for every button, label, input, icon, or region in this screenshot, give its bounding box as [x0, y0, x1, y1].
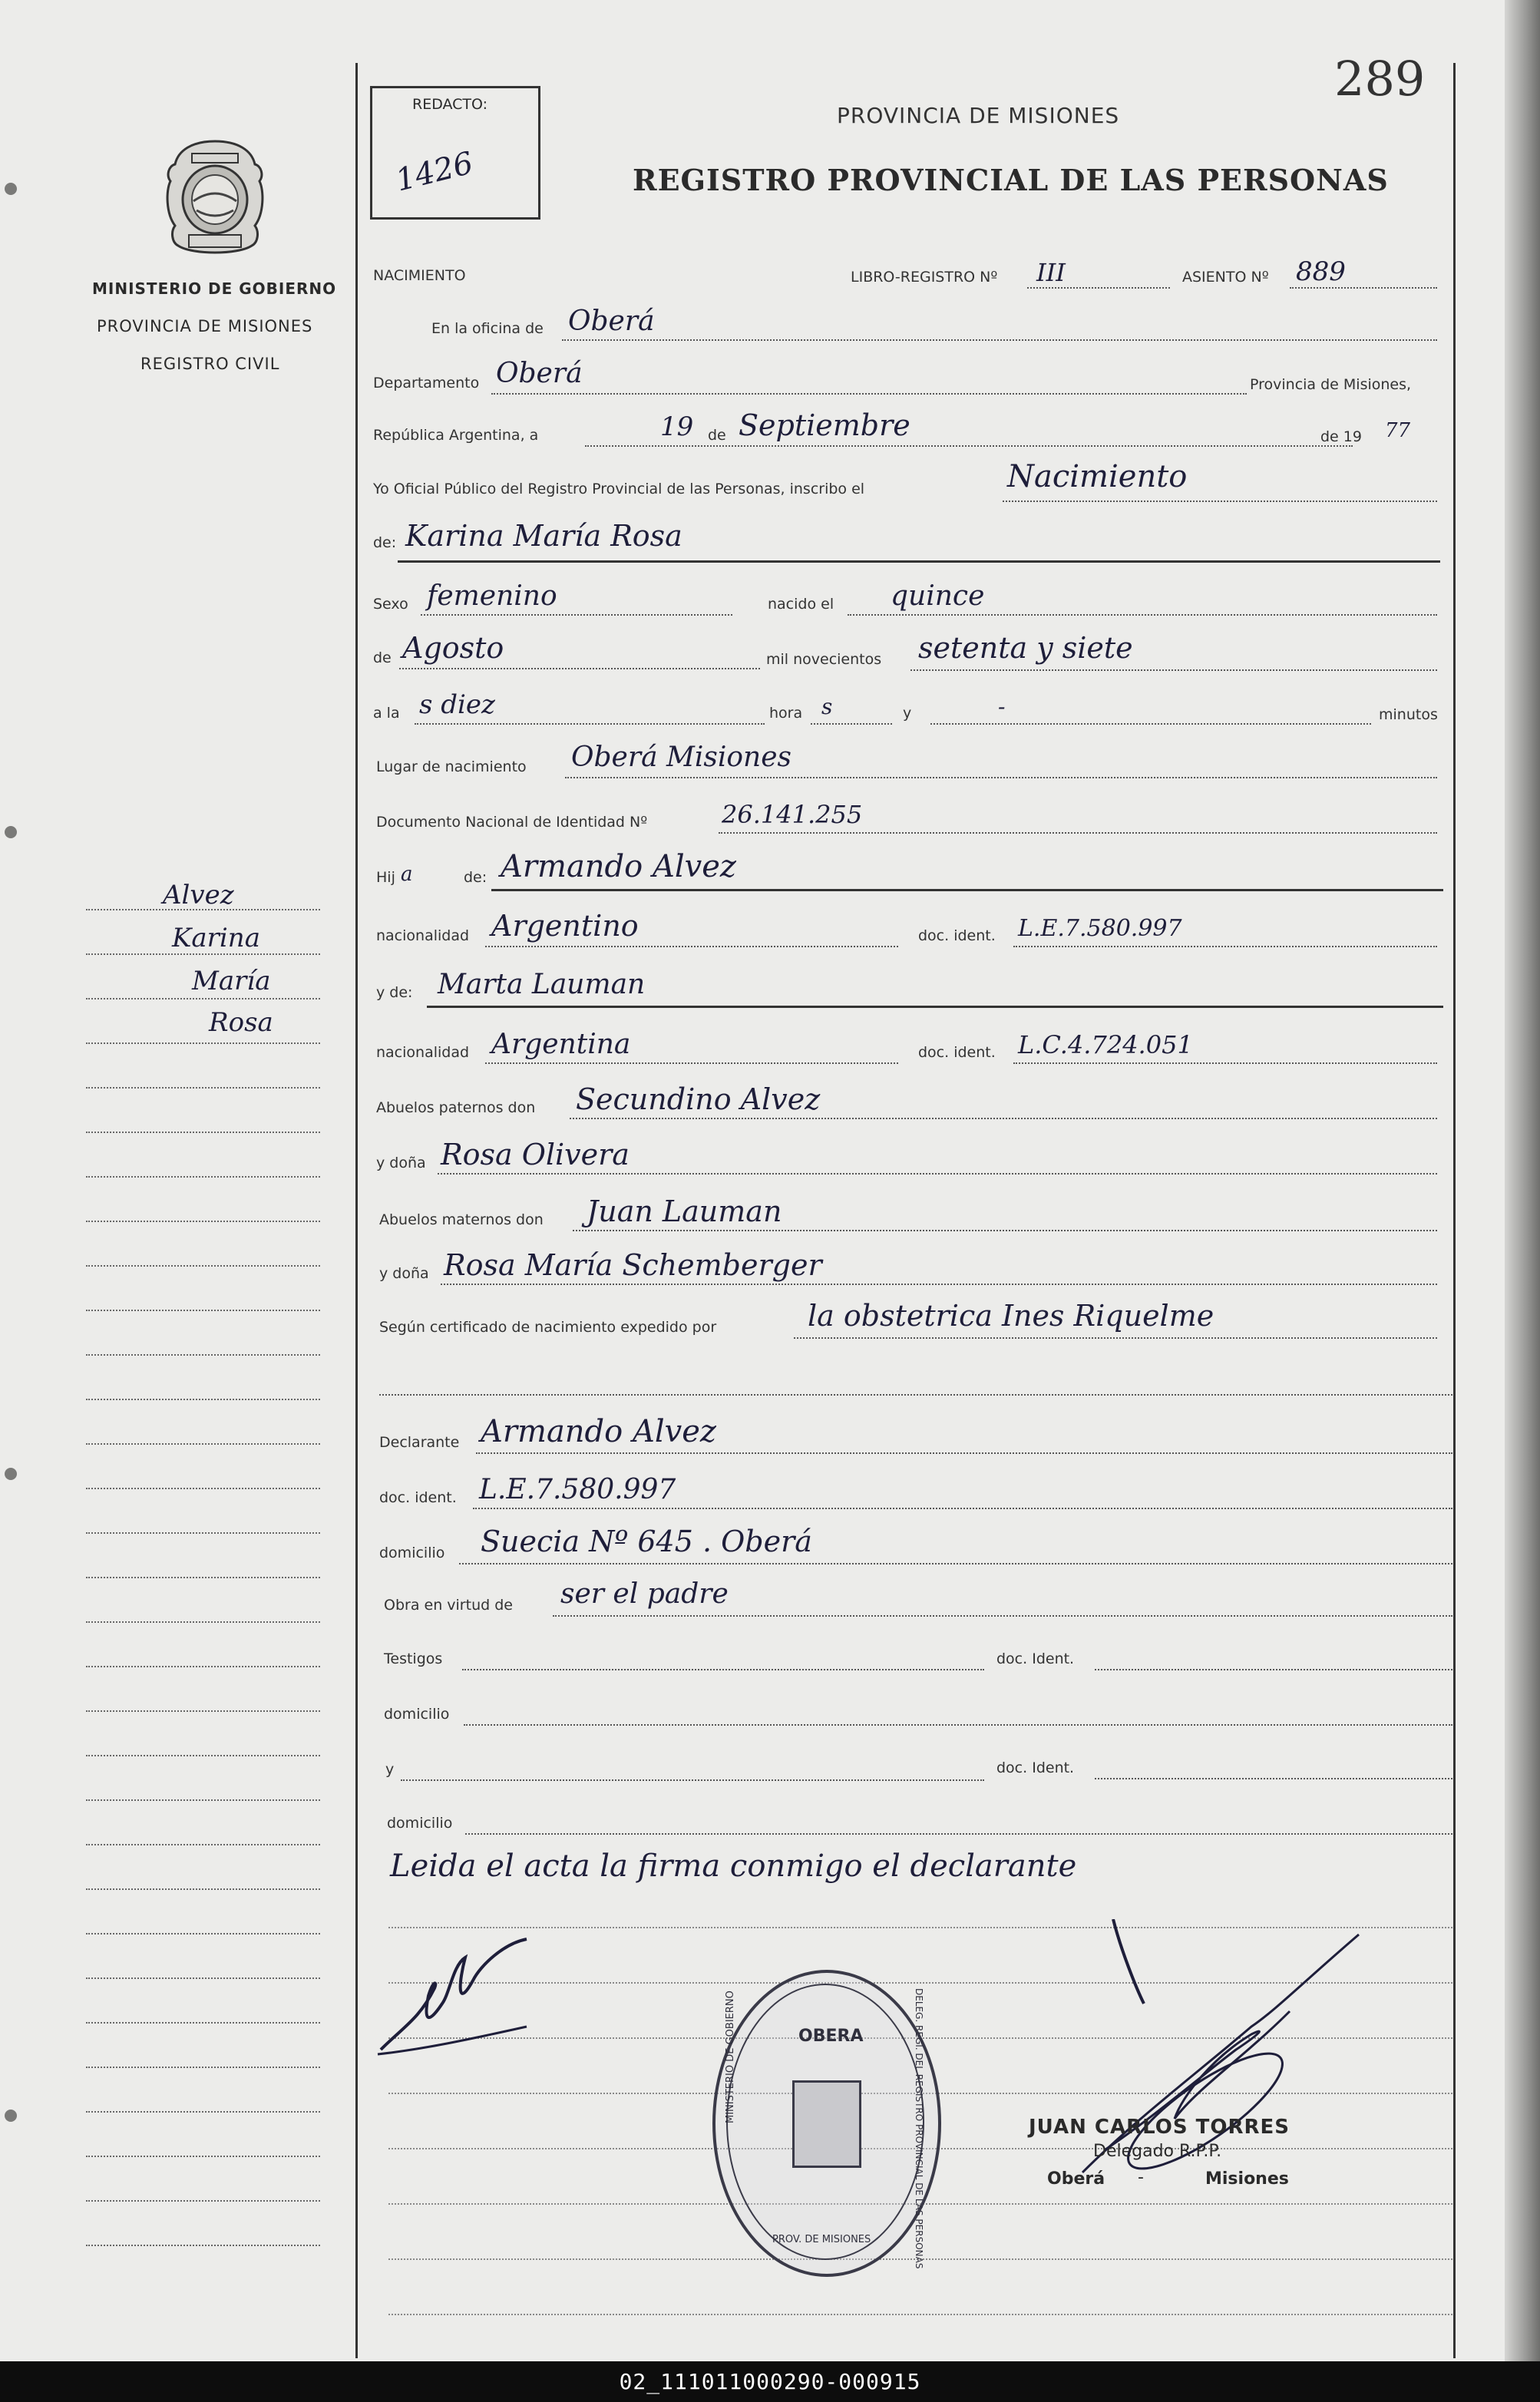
- margin-note-name3: Rosa: [209, 1007, 273, 1038]
- header-registry: REGISTRO PROVINCIAL DE LAS PERSONAS: [633, 163, 1389, 197]
- nac-padre-value: Argentino: [491, 909, 639, 943]
- margin-note-name2: María: [192, 966, 271, 996]
- oficina-value: Oberá: [568, 306, 655, 337]
- padre-value: Armando Alvez: [501, 849, 736, 884]
- margin-ruled-line: [86, 1310, 320, 1311]
- dni-label: Documento Nacional de Identidad Nº: [376, 814, 648, 831]
- nacido-value: quince: [891, 580, 985, 612]
- domicilio-line: [459, 1563, 1452, 1564]
- signatory-title: Delegado R.P.P.: [1093, 2142, 1222, 2161]
- declarante-doc-line: [473, 1508, 1452, 1509]
- doc-padre-label: doc. ident.: [918, 927, 996, 944]
- declarante-label: Declarante: [379, 1434, 460, 1451]
- asiento-line: [1290, 287, 1437, 289]
- domicilio3-line: [465, 1833, 1452, 1835]
- anio-label: de 19: [1320, 428, 1362, 445]
- minutos-label: minutos: [1379, 706, 1438, 723]
- dni-line: [719, 832, 1437, 834]
- sexo-label: Sexo: [373, 596, 408, 613]
- seal-outer-text: DELEG. REGI. DEL REGISTRO PROVINCIAL DE LAS PERSONAS: [914, 1988, 924, 2269]
- mes-nac-value: Agosto: [402, 631, 504, 665]
- margin-ruled-line: [86, 1488, 320, 1489]
- ministry-province: PROVINCIA DE MISIONES: [97, 317, 313, 335]
- abuelo-pat-line: [570, 1118, 1437, 1119]
- ydona-mat-label: y doña: [379, 1265, 429, 1282]
- libro-line: [1027, 287, 1170, 289]
- redacto-value: 1426: [392, 145, 477, 199]
- margin-ruled-line: [86, 1710, 320, 1712]
- padre-de-label: de:: [464, 869, 487, 886]
- nac-madre-label: nacionalidad: [376, 1044, 470, 1061]
- abuela-pat-line: [438, 1173, 1437, 1175]
- domicilio2-label: domicilio: [384, 1706, 450, 1723]
- certificado-label: Según certificado de nacimiento expedido por: [379, 1319, 717, 1336]
- page-edge: [1505, 0, 1540, 2361]
- madre-value: Marta Lauman: [438, 969, 646, 1000]
- declarante-doc-value: L.E.7.580.997: [479, 1474, 676, 1505]
- fecha-line: [585, 445, 1353, 447]
- margin-ruled-line: [86, 1443, 320, 1445]
- binding-hole: [5, 1468, 17, 1480]
- oficial-label: Yo Oficial Público del Registro Provincial de las Personas, inscribo el: [373, 481, 865, 497]
- lugar-value: Oberá Misiones: [571, 742, 791, 773]
- nombre-value: Karina María Rosa: [405, 519, 682, 553]
- hijo-suffix: a: [401, 863, 413, 886]
- obra-line: [553, 1615, 1452, 1617]
- seal-ministry-text: MINISTERIO DE GOBIERNO: [725, 1991, 736, 2123]
- ala-label: a la: [373, 705, 400, 722]
- nacido-line: [848, 614, 1437, 616]
- margin-note-name1: Karina: [172, 923, 260, 953]
- madre-de-label: y de:: [376, 984, 413, 1001]
- official-seal: [712, 1970, 941, 2277]
- testigos-doc-line: [1095, 1669, 1452, 1670]
- margin-ruled-line: [86, 1132, 320, 1133]
- y-value: -: [998, 694, 1006, 719]
- doc-padre-line: [1013, 946, 1437, 947]
- margin-ruled-line: [86, 2067, 320, 2068]
- hora-label: hora: [769, 705, 803, 722]
- mes-value: Septiembre: [739, 408, 910, 442]
- signatory-city: Oberá: [1047, 2169, 1105, 2189]
- y2-label: y: [385, 1761, 395, 1778]
- margin-ruled-line: [86, 2156, 320, 2157]
- nac-madre-line: [485, 1062, 898, 1064]
- signature-ruled-line: [388, 2314, 1452, 2315]
- signatory-name: JUAN CARLOS TORRES: [1029, 2116, 1290, 2139]
- oficial-value: Nacimiento: [1007, 459, 1188, 494]
- y2-line: [401, 1779, 984, 1781]
- madre-line: [427, 1006, 1443, 1008]
- oficina-label: En la oficina de: [431, 320, 544, 337]
- seal-emblem-icon: [792, 2080, 861, 2168]
- obra-label: Obra en virtud de: [384, 1597, 513, 1614]
- doc-madre-line: [1013, 1062, 1437, 1064]
- de-mes-label: de: [373, 649, 392, 666]
- margin-ruled-line: [86, 998, 320, 999]
- margin-ruled-line: [86, 1888, 320, 1890]
- asiento-label: ASIENTO Nº: [1182, 269, 1269, 286]
- y2-doc-line: [1095, 1778, 1452, 1779]
- abuela-mat-value: Rosa María Schemberger: [444, 1248, 822, 1282]
- margin-ruled-line: [86, 1666, 320, 1667]
- mil-label: mil novecientos: [766, 651, 882, 668]
- seal-bottom-text: PROV. DE MISIONES: [772, 2234, 871, 2245]
- de-label: de: [708, 427, 726, 444]
- dia-value: 19: [660, 411, 694, 442]
- mil-value: setenta y siete: [918, 631, 1133, 665]
- obra-value: ser el padre: [560, 1578, 729, 1610]
- departamento-label: Departamento: [373, 375, 480, 392]
- abuelo-pat-value: Secundino Alvez: [576, 1082, 821, 1116]
- redacto-label: REDACTO:: [412, 96, 488, 113]
- nac-padre-line: [485, 946, 898, 947]
- mil-line: [910, 669, 1437, 671]
- binding-hole: [5, 826, 17, 838]
- domicilio2-line: [464, 1724, 1452, 1726]
- anio-value: 77: [1385, 419, 1411, 442]
- oficial-line: [1003, 501, 1437, 502]
- oficina-line: [562, 339, 1437, 341]
- margin-ruled-line: [86, 1354, 320, 1356]
- hora-value: s: [821, 694, 833, 719]
- nacido-label: nacido el: [768, 596, 834, 613]
- margin-ruled-line: [86, 1399, 320, 1400]
- y2-doc-label: doc. Ident.: [996, 1759, 1075, 1776]
- margin-ruled-line: [86, 2111, 320, 2113]
- margin-note-surname: Alvez: [163, 880, 234, 910]
- margin-ruled-line: [86, 1087, 320, 1089]
- abuelo-mat-value: Juan Lauman: [587, 1194, 782, 1228]
- image-caption: [0, 2361, 1540, 2402]
- redacto-box: [370, 86, 540, 220]
- margin-ruled-line: [86, 2245, 320, 2246]
- republica-label: República Argentina, a: [373, 427, 539, 444]
- seal-city: OBERA: [798, 2027, 864, 2046]
- testigos-line: [462, 1669, 984, 1670]
- ministry-title: MINISTERIO DE GOBIERNO: [92, 279, 337, 298]
- domicilio-label: domicilio: [379, 1545, 445, 1561]
- margin-ruled-line: [86, 1977, 320, 1979]
- ala-line: [415, 723, 765, 725]
- margin-ruled-line: [86, 2200, 320, 2202]
- hora-line: [811, 723, 892, 725]
- certificado-value: la obstetrica Ines Riquelme: [808, 1299, 1214, 1333]
- margin-ruled-line: [86, 1176, 320, 1178]
- abuela-mat-line: [441, 1284, 1437, 1285]
- header-province: PROVINCIA DE MISIONES: [837, 103, 1120, 128]
- margin-ruled-line: [86, 1577, 320, 1578]
- margin-ruled-line: [86, 1221, 320, 1222]
- abuelos-mat-label: Abuelos maternos don: [379, 1211, 544, 1228]
- page-number: 289: [1334, 51, 1426, 107]
- declarante-value: Armando Alvez: [481, 1414, 716, 1449]
- margin-ruled-line: [86, 1755, 320, 1756]
- y-label: y: [903, 705, 912, 722]
- certificado-line: [794, 1337, 1437, 1339]
- provincia-suffix: Provincia de Misiones,: [1250, 376, 1412, 393]
- abuelo-mat-line: [573, 1230, 1437, 1231]
- ydona-pat-label: y doña: [376, 1155, 426, 1171]
- caption-text: 02_111011000290-000915: [619, 2369, 921, 2394]
- nacimiento-label: NACIMIENTO: [373, 267, 466, 284]
- sexo-value: femenino: [427, 580, 557, 612]
- doc-madre-label: doc. ident.: [918, 1044, 996, 1061]
- ministry-registry: REGISTRO CIVIL: [140, 355, 280, 373]
- libro-value: III: [1036, 258, 1066, 287]
- binding-hole: [5, 2110, 17, 2122]
- margin-ruled-line: [86, 953, 320, 955]
- margin-ruled-line: [86, 1933, 320, 1934]
- hijo-label: Hij: [376, 869, 395, 886]
- signatory-province: Misiones: [1205, 2169, 1289, 2189]
- padre-line: [491, 889, 1443, 891]
- testigos-label: Testigos: [384, 1650, 443, 1667]
- nac-madre-value: Argentina: [491, 1029, 631, 1060]
- sexo-line: [421, 614, 732, 616]
- abuela-pat-value: Rosa Olivera: [441, 1138, 630, 1171]
- lugar-label: Lugar de nacimiento: [376, 758, 527, 775]
- margin-ruled-line: [86, 1844, 320, 1845]
- nombre-line: [398, 560, 1440, 563]
- coat-of-arms-icon: [161, 137, 269, 259]
- leida-text: Leida el acta la firma conmigo el declarante: [390, 1849, 1077, 1884]
- domicilio3-label: domicilio: [387, 1815, 453, 1832]
- margin-rule: [355, 63, 358, 2358]
- nombre-de-label: de:: [373, 534, 397, 551]
- nac-padre-label: nacionalidad: [376, 927, 470, 944]
- margin-ruled-line: [86, 1621, 320, 1623]
- departamento-line: [491, 393, 1247, 395]
- asiento-value: 889: [1296, 256, 1346, 287]
- testigos-doc-label: doc. Ident.: [996, 1650, 1075, 1667]
- margin-ruled-line: [86, 1799, 320, 1801]
- binding-hole: [5, 183, 17, 195]
- margin-ruled-line: [86, 1042, 320, 1044]
- signatory-dash: -: [1138, 2168, 1144, 2187]
- mes-nac-line: [399, 668, 760, 669]
- domicilio-value: Suecia Nº 645 . Oberá: [481, 1525, 812, 1558]
- declarante-doc-label: doc. ident.: [379, 1489, 457, 1506]
- doc-padre-value: L.E.7.580.997: [1018, 915, 1182, 942]
- declarante-line: [476, 1452, 1452, 1454]
- official-signature: [1059, 1919, 1382, 2180]
- margin-ruled-line: [86, 1265, 320, 1267]
- margin-ruled-line: [86, 2022, 320, 2024]
- certificado-line-2: [379, 1394, 1452, 1396]
- right-rule: [1453, 63, 1456, 2358]
- declarant-signature: [373, 1934, 550, 2073]
- abuelos-pat-label: Abuelos paternos don: [376, 1099, 536, 1116]
- minutos-line: [930, 723, 1371, 725]
- ala-value: s diez: [419, 689, 495, 720]
- doc-madre-value: L.C.4.724.051: [1018, 1030, 1193, 1059]
- libro-label: LIBRO-REGISTRO Nº: [851, 269, 998, 286]
- margin-ruled-line: [86, 1532, 320, 1534]
- lugar-line: [565, 777, 1437, 778]
- dni-value: 26.141.255: [722, 800, 863, 829]
- departamento-value: Oberá: [496, 358, 583, 389]
